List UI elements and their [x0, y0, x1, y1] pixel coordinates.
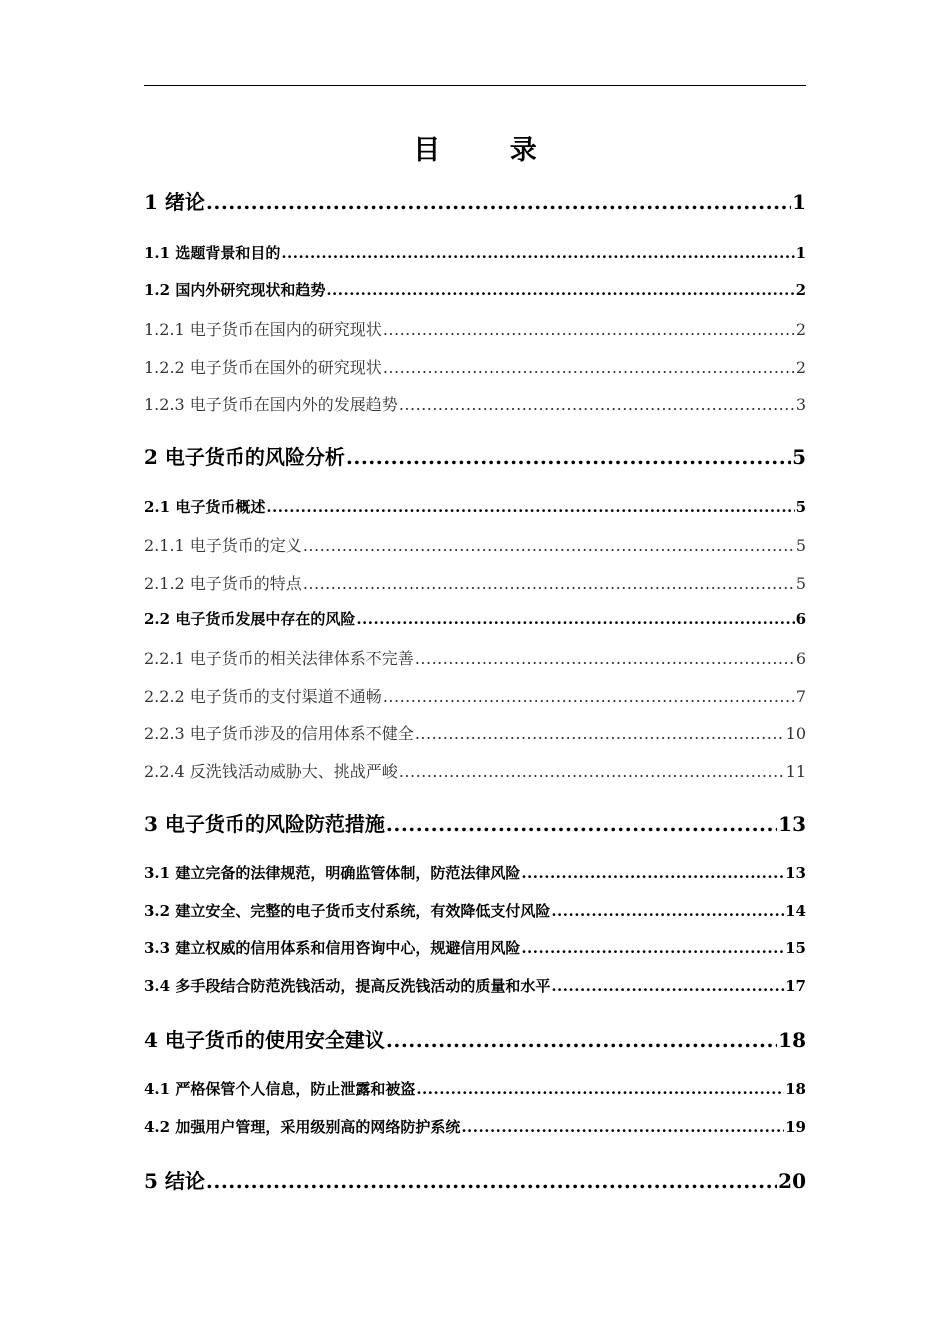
toc-dot-leader [383, 358, 795, 377]
toc-entry[interactable] [144, 684, 806, 707]
toc-entry-page-number: 5 [792, 445, 806, 469]
toc-entry[interactable] [144, 608, 806, 629]
toc-entry-label: 3.3 建立权威的信用体系和信用咨询中心，规避信用风险 [144, 939, 521, 957]
toc-entry-label: 4.2 加强用户管理，采用级别高的网络防护系统 [144, 1118, 461, 1136]
toc-dot-leader [551, 902, 784, 920]
toc-dot-leader [386, 1028, 777, 1052]
toc-entry[interactable] [144, 496, 806, 517]
toc-entry[interactable] [144, 1116, 806, 1137]
toc-entry[interactable] [144, 646, 806, 669]
toc-entry-page-number: 5 [795, 574, 806, 593]
toc-entry-label: 1.2 国内外研究现状和趋势 [144, 281, 326, 299]
toc-entry-label: 1.1 选题背景和目的 [144, 244, 281, 262]
toc-entry[interactable] [144, 721, 806, 744]
toc-entry-label: 2.2.3 电子货币涉及的信用体系不健全 [144, 724, 414, 743]
toc-entry-label: 5 结论 [144, 1169, 205, 1193]
toc-entry-page-number: 13 [785, 864, 806, 882]
toc-entry-label: 1.2.2 电子货币在国外的研究现状 [144, 358, 382, 377]
toc-entry[interactable] [144, 279, 806, 300]
toc-entry-page-number: 11 [785, 762, 806, 781]
toc-entry-label: 2.1 电子货币概述 [144, 498, 266, 516]
toc-dot-leader [206, 1169, 777, 1193]
toc-entry-label: 2.2.1 电子货币的相关法律体系不完善 [144, 649, 414, 668]
toc-dot-leader [303, 536, 795, 555]
toc-entry-page-number: 2 [795, 281, 806, 299]
toc-dot-leader [383, 320, 795, 339]
toc-dot-leader [383, 687, 795, 706]
toc-entry-label: 3 电子货币的风险防范措施 [144, 812, 385, 836]
toc-entry[interactable] [144, 533, 806, 556]
toc-dot-leader [461, 1118, 784, 1136]
toc-entry-page-number: 15 [785, 939, 806, 957]
toc-entry[interactable] [144, 975, 806, 996]
toc-entry-label: 3.2 建立安全、完整的电子货币支付系统，有效降低支付风险 [144, 902, 551, 920]
toc-entry-page-number: 5 [795, 498, 806, 516]
toc-dot-leader [281, 244, 794, 262]
toc-entry[interactable] [144, 759, 806, 782]
toc-dot-leader [521, 864, 784, 882]
toc-entry-label: 1.2.1 电子货币在国内的研究现状 [144, 320, 382, 339]
toc-entry-page-number: 19 [785, 1118, 806, 1136]
toc-entry[interactable] [144, 392, 806, 415]
toc-entry-page-number: 3 [795, 395, 806, 414]
toc-dot-leader [206, 190, 791, 214]
toc-entry-label: 2.1.2 电子货币的特点 [144, 574, 302, 593]
toc-entry[interactable] [144, 441, 806, 470]
toc-entry[interactable] [144, 937, 806, 958]
toc-dot-leader [346, 445, 791, 469]
toc-entry-page-number: 1 [792, 190, 806, 214]
toc-entry[interactable] [144, 1078, 806, 1099]
toc-entry-label: 3.1 建立完备的法律规范，明确监管体制，防范法律风险 [144, 864, 521, 882]
toc-entry-label: 3.4 多手段结合防范洗钱活动，提高反洗钱活动的质量和水平 [144, 977, 551, 995]
toc-entry[interactable] [144, 1165, 806, 1194]
toc-entry-page-number: 18 [785, 1080, 806, 1098]
toc-entry-label: 2.2.2 电子货币的支付渠道不通畅 [144, 687, 382, 706]
toc-entry[interactable] [144, 317, 806, 340]
toc-title: 目 录 [413, 135, 567, 166]
toc-entry[interactable] [144, 900, 806, 921]
toc-dot-leader [356, 610, 794, 628]
toc-dot-leader [386, 812, 777, 836]
toc-entry-page-number: 1 [795, 244, 806, 262]
toc-entry-page-number: 5 [795, 536, 806, 555]
toc-dot-leader [266, 498, 794, 516]
toc-entry[interactable] [144, 862, 806, 883]
toc-entry-label: 4 电子货币的使用安全建议 [144, 1028, 385, 1052]
toc-dot-leader [551, 977, 784, 995]
toc-entry-page-number: 14 [785, 902, 806, 920]
toc-entry-page-number: 13 [778, 812, 806, 836]
toc-entry-label: 2.1.1 电子货币的定义 [144, 536, 302, 555]
toc-entry-page-number: 18 [778, 1028, 806, 1052]
toc-entry-label: 4.1 严格保管个人信息，防止泄露和被盗 [144, 1080, 416, 1098]
toc-entry[interactable] [144, 1024, 806, 1053]
toc-entry[interactable] [144, 242, 806, 263]
toc-entry-label: 1.2.3 电子货币在国内外的发展趋势 [144, 395, 398, 414]
toc-entry[interactable] [144, 355, 806, 378]
header-rule [144, 85, 806, 86]
toc-entry-page-number: 10 [785, 724, 806, 743]
toc-entry-page-number: 2 [795, 358, 806, 377]
toc-dot-leader [303, 574, 795, 593]
toc-dot-leader [399, 762, 785, 781]
toc-dot-leader [416, 1080, 784, 1098]
toc-entry-page-number: 6 [795, 610, 806, 628]
toc-entry-label: 2.2 电子货币发展中存在的风险 [144, 610, 356, 628]
toc-entry-label: 2 电子货币的风险分析 [144, 445, 345, 469]
toc-entry[interactable] [144, 571, 806, 594]
toc-entry-label: 1 绪论 [144, 190, 205, 214]
toc-dot-leader [415, 649, 795, 668]
toc-entry-page-number: 20 [778, 1169, 806, 1193]
toc-dot-leader [415, 724, 785, 743]
toc-entry-page-number: 7 [795, 687, 806, 706]
toc-entry-page-number: 17 [785, 977, 806, 995]
toc-dot-leader [521, 939, 784, 957]
toc-entry[interactable] [144, 808, 806, 837]
toc-dot-leader [399, 395, 795, 414]
toc-entry-label: 2.2.4 反洗钱活动威胁大、挑战严峻 [144, 762, 398, 781]
toc-dot-leader [326, 281, 794, 299]
toc-entry[interactable] [144, 186, 806, 215]
toc-entry-page-number: 6 [795, 649, 806, 668]
toc-entry-page-number: 2 [795, 320, 806, 339]
